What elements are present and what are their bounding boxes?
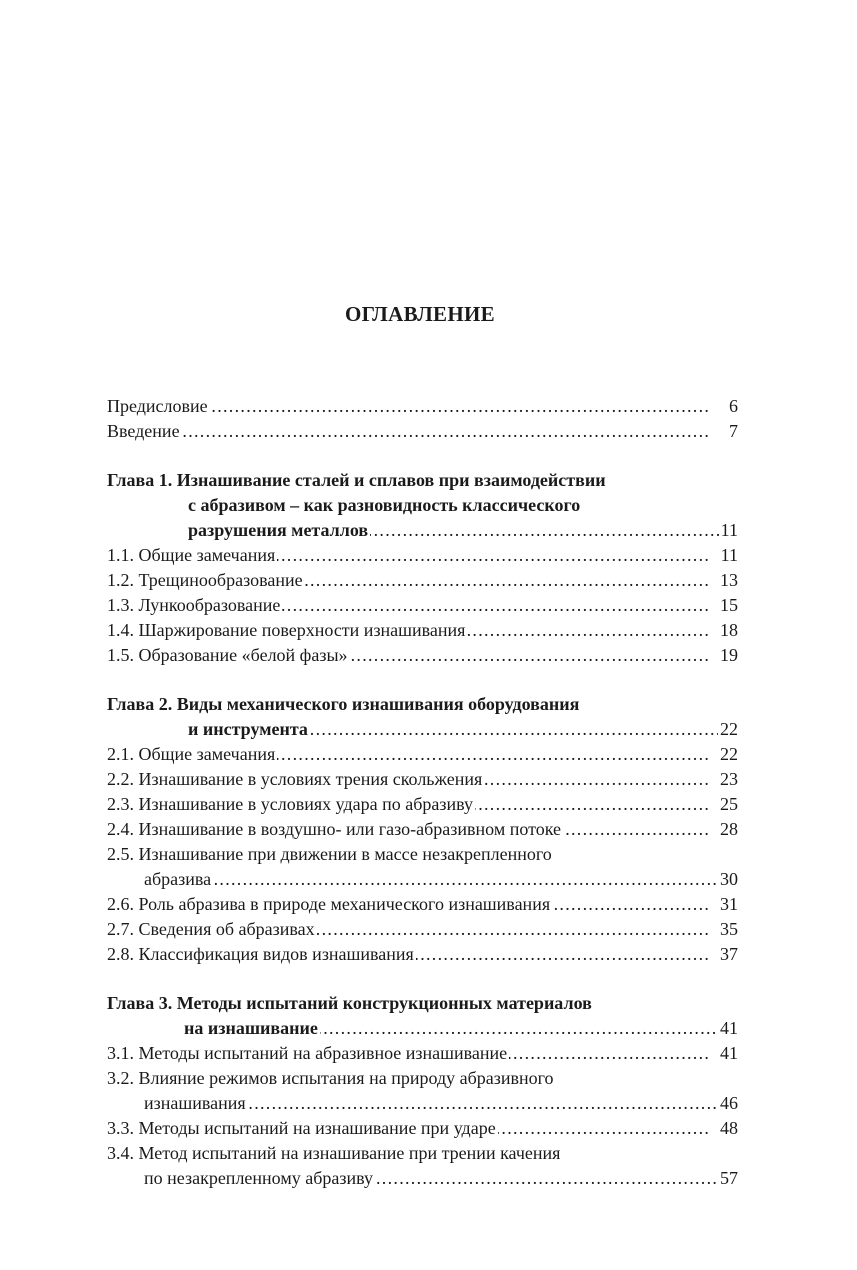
toc-entry[interactable] bbox=[107, 1041, 738, 1065]
entry-text: абразива bbox=[144, 869, 212, 889]
entry-page: 19 bbox=[720, 645, 738, 665]
toc-entry[interactable] bbox=[107, 942, 738, 966]
toc-entry[interactable] bbox=[107, 1141, 738, 1165]
entry-text: 3.2. Влияние режимов испытания на природу абразивного bbox=[107, 1068, 554, 1088]
toc-entry[interactable] bbox=[107, 767, 738, 791]
toc-title: ОГЛАВЛЕНИЕ bbox=[345, 302, 495, 326]
entry-text: 3.3. Методы испытаний на изнашивание при ударе bbox=[107, 1118, 496, 1138]
chapter-3-heading-last[interactable] bbox=[184, 1016, 738, 1040]
chapter-heading-text: с абразивом – как разновидность классического bbox=[188, 495, 581, 515]
entry-page: 15 bbox=[720, 595, 738, 615]
toc-entry-preface[interactable] bbox=[107, 394, 738, 418]
chapter-heading-text: Глава 2. Виды механического изнашивания оборудования bbox=[107, 694, 580, 714]
chapter-2-heading-last[interactable] bbox=[188, 717, 738, 741]
chapter-1-heading-last[interactable] bbox=[188, 518, 738, 542]
toc-entry-cont[interactable] bbox=[144, 1091, 738, 1115]
chapter-heading-text: на изнашивание bbox=[184, 1018, 318, 1038]
toc-entry[interactable] bbox=[107, 643, 738, 667]
entry-page: 46 bbox=[720, 1093, 738, 1113]
toc-entry[interactable] bbox=[107, 568, 738, 592]
entry-text: 1.5. Образование «белой фазы» bbox=[107, 645, 348, 665]
toc-entry[interactable] bbox=[107, 892, 738, 916]
entry-text: изнашивания bbox=[144, 1093, 246, 1113]
entry-text: 3.4. Метод испытаний на изнашивание при трении качения bbox=[107, 1143, 561, 1163]
entry-text: 1.4. Шаржирование поверхности изнашивания bbox=[107, 620, 466, 640]
entry-page: 31 bbox=[720, 894, 738, 914]
entry-text: 2.7. Сведения об абразивах bbox=[107, 919, 315, 939]
entry-page: 7 bbox=[729, 421, 738, 441]
toc-entry[interactable] bbox=[107, 917, 738, 941]
chapter-heading-text: и инструмента bbox=[188, 719, 308, 739]
chapter-1-heading-cont bbox=[188, 493, 738, 517]
chapter-1-heading[interactable] bbox=[107, 468, 738, 492]
entry-text: 2.4. Изнашивание в воздушно- или газо-абразивном потоке bbox=[107, 819, 562, 839]
toc-entry-cont[interactable] bbox=[144, 1166, 738, 1190]
toc-entry[interactable] bbox=[107, 817, 738, 841]
entry-text: по незакрепленному абразиву bbox=[144, 1168, 373, 1188]
entry-page: 41 bbox=[720, 1043, 738, 1063]
entry-text: 2.8. Классификация видов изнашивания bbox=[107, 944, 414, 964]
entry-page: 23 bbox=[720, 769, 738, 789]
entry-page: 30 bbox=[720, 869, 738, 889]
entry-page: 35 bbox=[720, 919, 738, 939]
entry-page: 22 bbox=[720, 744, 738, 764]
toc-entry[interactable] bbox=[107, 842, 738, 866]
entry-page: 13 bbox=[720, 570, 738, 590]
toc-entry[interactable] bbox=[107, 1066, 738, 1090]
entry-page: 11 bbox=[720, 520, 738, 540]
chapter-heading-text: разрушения металлов bbox=[188, 520, 369, 540]
entry-page: 41 bbox=[720, 1018, 738, 1038]
toc-entry-introduction[interactable] bbox=[107, 419, 738, 443]
entry-text: 2.3. Изнашивание в условиях удара по абразиву bbox=[107, 794, 474, 814]
entry-text: 3.1. Методы испытаний на абразивное изнашивание bbox=[107, 1043, 508, 1063]
entry-text: 1.1. Общие замечания bbox=[107, 545, 276, 565]
entry-text: 2.5. Изнашивание при движении в массе незакрепленного bbox=[107, 844, 552, 864]
chapter-heading-text: Глава 1. Изнашивание сталей и сплавов при взаимодействии bbox=[107, 470, 606, 490]
entry-text: Введение bbox=[107, 421, 180, 441]
toc-entry[interactable] bbox=[107, 1116, 738, 1140]
entry-page: 25 bbox=[720, 794, 738, 814]
chapter-2-heading[interactable] bbox=[107, 692, 738, 716]
entry-page: 57 bbox=[720, 1168, 738, 1188]
entry-text: 2.2. Изнашивание в условиях трения скольжения bbox=[107, 769, 483, 789]
entry-page: 37 bbox=[720, 944, 738, 964]
entry-page: 28 bbox=[720, 819, 738, 839]
chapter-heading-text: Глава 3. Методы испытаний конструкционных материалов bbox=[107, 993, 592, 1013]
toc-entry[interactable] bbox=[107, 593, 738, 617]
entry-page: 6 bbox=[729, 396, 738, 416]
entry-text: 2.6. Роль абразива в природе механического изнашивания bbox=[107, 894, 551, 914]
entry-page: 48 bbox=[720, 1118, 738, 1138]
entry-page: 18 bbox=[720, 620, 738, 640]
toc-entry[interactable] bbox=[107, 792, 738, 816]
entry-text: 1.3. Лункообразование bbox=[107, 595, 281, 615]
toc-entry[interactable] bbox=[107, 543, 738, 567]
entry-text: Предисловие bbox=[107, 396, 208, 416]
toc-entry[interactable] bbox=[107, 618, 738, 642]
entry-text: 1.2. Трещинообразование bbox=[107, 570, 303, 590]
entry-page: 22 bbox=[720, 719, 738, 739]
chapter-3-heading[interactable] bbox=[107, 991, 738, 1015]
toc-entry[interactable] bbox=[107, 742, 738, 766]
entry-text: 2.1. Общие замечания bbox=[107, 744, 276, 764]
toc-entry-cont[interactable] bbox=[144, 867, 738, 891]
entry-page: 11 bbox=[720, 545, 738, 565]
